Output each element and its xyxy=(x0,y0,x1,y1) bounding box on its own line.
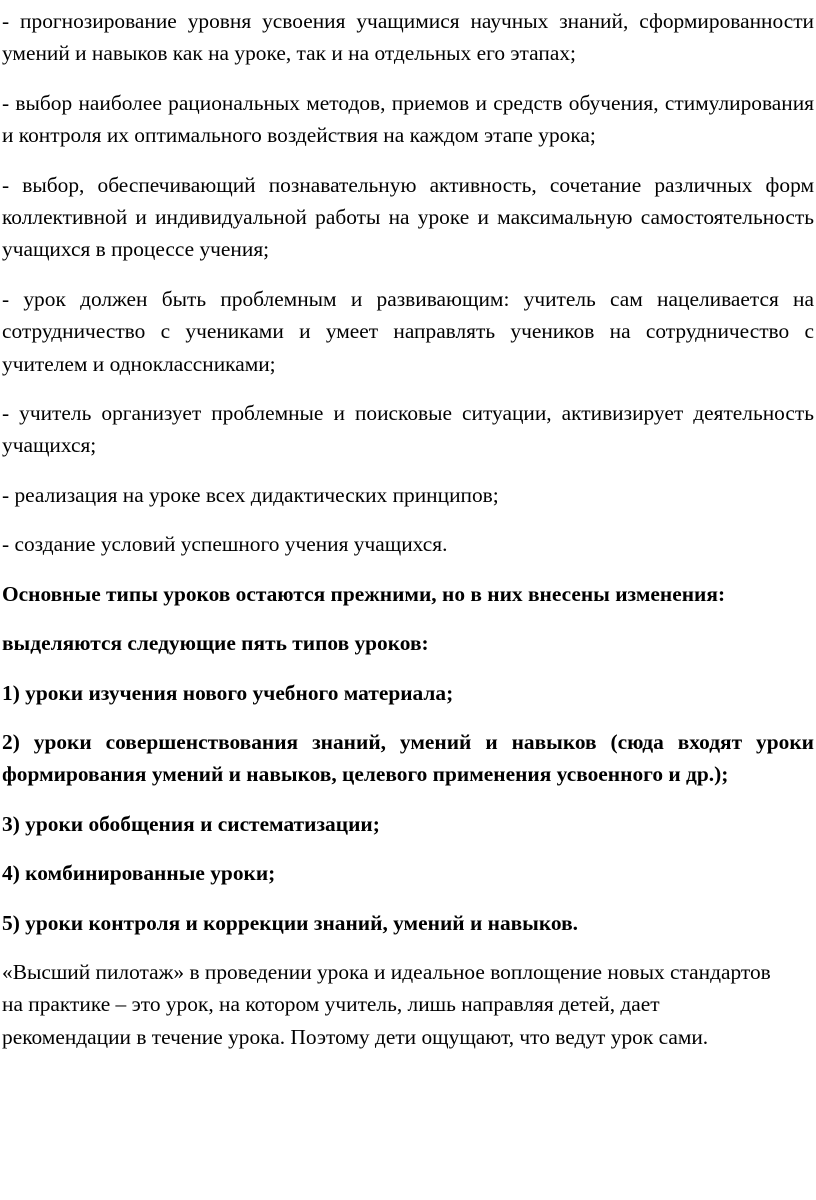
lesson-type-1: 1) уроки изучения нового учебного материала; xyxy=(2,680,454,705)
paragraph-problem-lesson: - урок должен быть проблемным и развивающим: учитель сам нацеливается на сотрудничество с учениками и умеет направлять учеников на сотрудничество с учителем и одноклассниками; xyxy=(2,286,814,376)
paragraph-forecasting: - прогнозирование уровня усвоения учащимися научных знаний, сформированности умений и навыков как на уроке, так и на отдельных его этапах; xyxy=(2,9,814,66)
heading-lesson-types: Основные типы уроков остаются прежними, но в них внесены изменения: xyxy=(2,581,726,606)
paragraph-success-conditions: - создание условий успешного учения учащихся. xyxy=(2,532,448,557)
paragraph-didactic-principles: - реализация на уроке всех дидактических принципов; xyxy=(2,482,499,507)
lesson-type-3: 3) уроки обобщения и систематизации; xyxy=(2,811,380,836)
paragraph-search-situations: - учитель организует проблемные и поисковые ситуации, активизирует деятельность учащихся; xyxy=(2,401,814,458)
paragraph-methods-choice: - выбор наиболее рациональных методов, приемов и средств обучения, стимулирования и контроля их оптимального воздействия на каждом этапе урока; xyxy=(2,90,814,148)
heading-five-types: выделяются следующие пять типов уроков: xyxy=(2,631,429,656)
lesson-type-4: 4) комбинированные уроки; xyxy=(2,861,276,886)
lesson-type-2: 2) уроки совершенствования знаний, умений и навыков (сюда входят уроки формирования умений и навыков, целевого применения усвоенного и др.); xyxy=(2,729,814,787)
paragraph-high-flight: «Высший пилотаж» в проведении урока и идеальное воплощение новых стандартов на практике – это урок, на котором учитель, лишь направляя детей, дает рекомендации в течение урока. Поэтому дети ощущают, что ведут урок сами. xyxy=(2,959,771,1049)
paragraph-cognitive-activity: - выбор, обеспечивающий познавательную активность, сочетание различных форм коллективной и индивидуальной работы на уроке и максимальную самостоятельность учащихся в процессе учения; xyxy=(2,172,814,262)
lesson-type-5: 5) уроки контроля и коррекции знаний, умений и навыков. xyxy=(2,910,578,935)
